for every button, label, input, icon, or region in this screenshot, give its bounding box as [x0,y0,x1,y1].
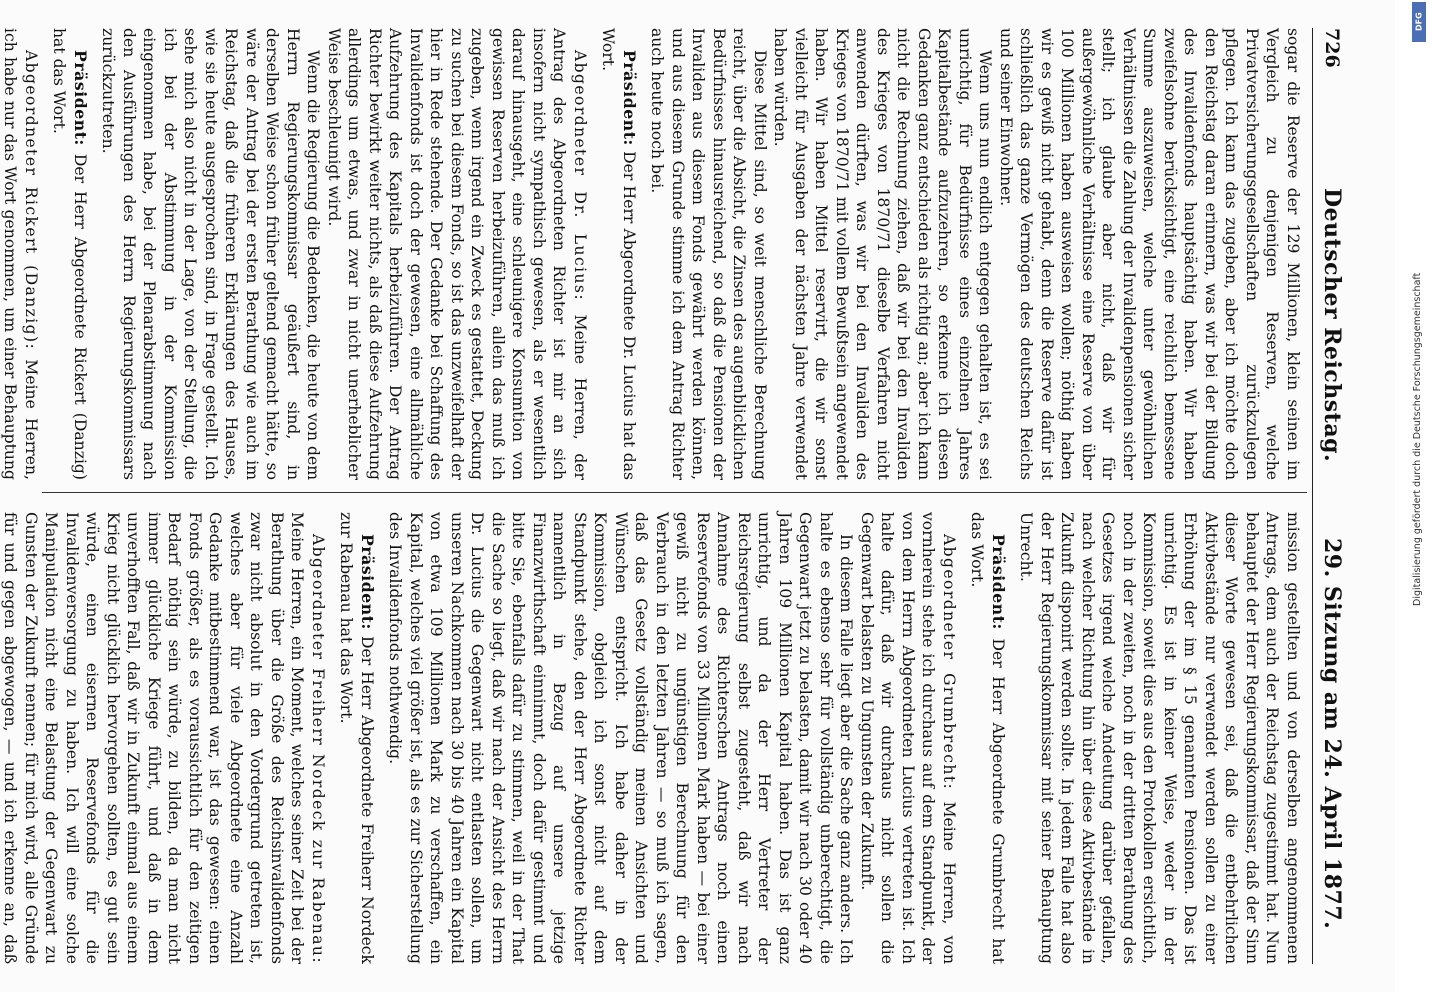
president-text: Der Herr Abgeordnete Dr. Lucius hat das Wort. [599,28,638,480]
paragraph: Wenn die Regierung die Bedenken, die heute von dem Herrn Regierungskommissar geäußert sind, in derselben Weise schon früher geltend gemacht hätte, so wäre der Antrag bei der ersten Berathung wie auch im Reichstag, daß die früheren Erklärungen des Hauses, wie sie heute ausgesprochen sind, in Frage gestellt. Ich sehe mich also nicht in der Lage, von der Stellung, die ich bei der Abstimmung in der Kommission eingenommen habe, bei der Plenarabstimmung nach den Ausführungen des Herrn Regierungskommissars zurückzutreten. [99,28,323,480]
credit-text: Digitalisierung gefördert durch die Deutsche Forschungsgemeinschaft [1412,272,1423,606]
paragraph: In diesem Falle liegt aber die Sache ganz anders. Ich halte es ebenso sehr für vollständig unberechtigt, die Gegenwart jetzt zu belasten, damit wir nach 30 oder 40 Jahren 109 Millionen Kapital haben. Das ist ganz unrichtig, und da der Herr Vertreter der Reichsregierung selbst zugesteht, daß wir nach Annahme des Richterschen Antrags noch einen Reservefonds von 33 Millionen Mark haben — bei einer gewiß nicht zu ungünstigen Berechnung für den Verbrauch in den letzten Jahren — so muß ich sagen, daß das Gesetz vollständig meinen Ansichten und Wünschen entspricht. Ich habe daher in der Kommission, obgleich ich sonst nicht auf dem Standpunkt stehe, den der Herr Abgeordnete Richter namentlich in Bezug auf unsere jetzige Finanzwirthschaft einnimmt, doch dafür gestimmt und bitte Sie, ebenfalls dafür zu stimmen, weil in der That die Sache so liegt, daß wir nach der Ansicht des Herrn Dr. Lucius die Gegenwart nicht entlasten sollen, um unseren Nachkommen nach 30 bis 40 Jahren ein Kapital von etwa 109 Millionen Mark zu verschaffen, ein Kapital, welches viel größer ist, als es zur Sicherstellung des Invalidenfonds nothwendig. [386,512,856,964]
column-divider [42,492,1307,493]
left-column [1,28,1303,480]
dfg-logo: DFG [1412,2,1426,42]
president-label: Präsident: [71,50,90,146]
speech [0,28,41,480]
page-header [1312,28,1349,964]
page-number: 726 [1321,28,1343,68]
digitization-credit [1408,0,1430,1000]
journal-title: Deutscher Reichstag. [1319,188,1345,463]
president-text: Der Herr Abgeordnete Freiherr Nordeck zur Rabenau hat das Wort. [337,512,376,964]
president-statement [967,512,1008,964]
speech-text: Meine Herren, ein Moment, welches seiner Zeit bei der Berathung über die Größe des Reichsinvalidenfonds zwar nicht absolut in den Vordergrund getreten ist, welches aber für viele Abgeordnete eine Anzahl Gedanke mitbestimmend war, ist das gewesen: einen Fonds größer, als es voraussichtlich für den zeitigen Bedarf nöthig sein würde, zu bilden, da man nicht immer glückliche Kriege führt, und daß in dem unverhofften Fall, daß wir in Zukunft einmal aus einem Krieg nicht glücklich hervorgehen sollten, es gut sein würde, einen eisernen Reservefonds für die Invalidenversorgung zu haben. Ich will eine solche Manipulation nicht eine Belastung der Gegenwart zu Gunsten der Zukunft nennen; für mich wird, alle Gründe für und gegen abgewogen, — und ich erkenne an, daß [1,512,307,964]
speaker-name: Abgeordneter Freiherr Nordeck zur Rabenau: [309,534,327,964]
speech-text: Meine Herren, von vornherein stehe ich durchaus auf dem Standpunkt, der von dem Herrn Abgeordneten Lucius vertreten ist. Ich halte dafür, daß wir durchaus nicht sollen die Gegenwart belasten zu Ungunsten der Zukunft. [858,512,958,964]
president-text: Der Herr Abgeordnete Rickert (Danzig) hat das Wort. [50,28,89,480]
president-statement [336,512,377,964]
speech-text: Meine Herren, ich habe nur das Wort genommen, um einer Behauptung [1,28,40,480]
paragraph: Diese Mittel sind, so weit menschliche Berechnung reicht, über die Absicht, die Zinsen des augenblicklichen Bedürfnisses hinausreichend, so daß die Pensionen der Invaliden aus diesem Fonds gewährt werden können, und aus diesem Grunde stimme ich dem Antrag Richter auch heute noch bei. [648,28,769,480]
president-label: Präsident: [358,534,377,630]
speech [324,28,591,480]
paragraph: mission gestellten und von derselben angenommenen Antrags, dem auch der Reichstag zugestimmt hat. Nun behauptet der Herr Regierungskommissar, daß der Sinn dieser Worte gewesen sei, daß die entbehrlichen Aktivbestände nur verwendet werden sollen zu einer Erhöhung der im § 15 genannten Pensionen. Das ist unrichtig. Es ist in keiner Weise, weder in der Kommission, soweit dies aus den Protokollen ersichtlich, noch in der zweiten, noch in der dritten Berathung des Gesetzes irgend welche Andeutung darüber gefallen, nach welcher Richtung hin über diese Aktivbestände in Zukunft disponirt werden sollte. In jedem Falle hat also der Herr Regierungskommissar mit seiner Behauptung Unrecht. [1017,512,1302,964]
session-date: 29. Sitzung am 24. April 1877. [1319,538,1345,930]
speech-text: Meine Herren, der Antrag des Abgeordneten Richter ist mir an sich insofern nicht sympathisch gewesen, als er wesentlich darauf hinausgeht, eine schleunigere Konsumtion von gewissen Reserven herbeizuführen, allein das muß ich zugeben, wenn irgend ein Zweck es gestattet, Deckung zu suchen bei diesem Fonds, so ist das unzweifelhaft der hier in Rede stehende. Der Gedanke bei Schaffung des Invalidenfonds ist doch der gewesen, eine allmähliche Aufzehrung des Kapitals herbeizuführen. Der Antrag Richter bewirkt weiter nichts, als daß diese Aufzehrung allerdings um etwas, und zwar in nicht unerheblicher Weise beschleunigt wird. [325,28,589,480]
right-column [1,512,1303,964]
speech [857,512,960,964]
president-label: Präsident: [989,534,1008,630]
paragraph: Wenn uns nun endlich entgegen gehalten ist, es sei unrichtig, für Bedürfnisse eines einzelnen Jahres Kapitalbestände aufzuzehren, so erkenne ich diesen Gedanken ganz entschieden als richtig an; aber ich kann nicht die Rechnung ziehen, daß wir bei den Invaliden des Krieges von 1870/71 dieselbe Verfahren nicht anwenden dürften, was wir bei den Invaliden des Krieges von 1870/71 mit vollem Bewußtsein angewendet haben. Wir haben Mittel reservirt, die wir sonst vielleicht für Ausgaben der nächsten Jahre verwendet haben würden. [771,28,995,480]
president-label: Präsident: [620,50,639,146]
speaker-name: Abgeordneter Grumbrecht: [940,534,958,791]
president-text: Der Herr Abgeordnete Grumbrecht hat das Wort. [968,512,1007,964]
speech [0,512,328,964]
speaker-name: Abgeordneter Dr. Lucius: [571,50,589,301]
paragraph: sogar die Reserve der 129 Millionen, klein seinen im Vergleich zu denjenigen Reserven, welche Privatversicherungsgesellschaften zurückzulegen pflegen. Ich kann das zugeben, aber ich möchte doch den Reichstag daran erinnern, was wir bei der Bildung des Invalidenfonds hauptsächtig haben. Wir haben zweifelsohne berücksichtigt, eine reichlich bemessene Summe auszuweisen, welche unter gewöhnlichen Verhältnissen die Zahlung der Invalidenpensionen sicher stellt; ich glaube aber nicht, daß wir für außergewöhnliche Verhältnisse eine Reserve von über 100 Millionen haben ausweisen wollen; nöthig haben wir es gewiß nicht gehabt, denn die Reserve dafür ist schließlich das ganze Vermögen des deutschen Reichs und seiner Einwohner. [997,28,1302,480]
speaker-name: Abgeordneter Rickert (Danzig): [22,50,40,351]
president-statement [598,28,639,480]
president-statement [49,28,90,480]
